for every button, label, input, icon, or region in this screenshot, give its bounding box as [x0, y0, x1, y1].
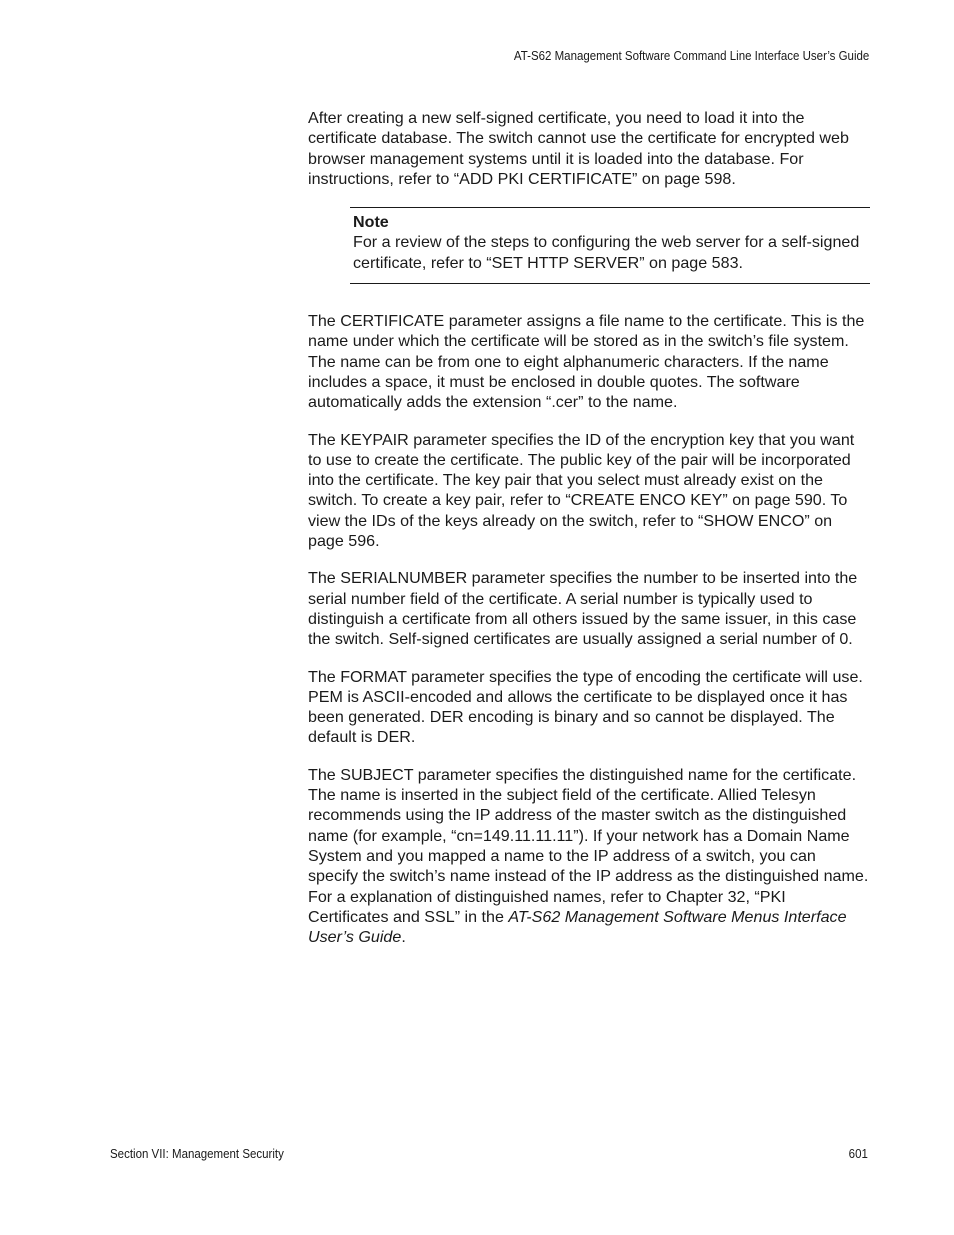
running-header: AT-S62 Management Software Command Line Interface User’s Guide: [513, 49, 869, 63]
paragraph-certificate-parameter: The CERTIFICATE parameter assigns a file name to the certificate. This is the name under which the certificate will be stored as in the switch’s file system. The name can be from one to eight alphanumeric characters. If the name includes a space, it must be enclosed in double quotes. The software automatically adds the extension “.cer” to the name.: [308, 312, 865, 412]
note-body: For a review of the steps to configuring the web server for a self-signed certificate, refer to “SET HTTP SERVER” on page 583.: [353, 233, 860, 272]
paragraph-subject-parameter: [308, 765, 870, 948]
paragraph-format-parameter: The FORMAT parameter specifies the type of encoding the certificate will use. PEM is ASCII-encoded and allows the certificate to be displayed once it has been generated. DER encoding is binary and so cannot be displayed. The default is DER.: [308, 667, 863, 747]
page-body: [308, 108, 870, 964]
subject-period: .: [401, 928, 406, 947]
paragraph-keypair-parameter: The KEYPAIR parameter specifies the ID of the encryption key that you want to use to create the certificate. The public key of the pair will be incorporated into the certificate. The key pair that you select must already exist on the switch. To create a key pair, refer to “CREATE ENCO KEY” on page 590. To view the IDs of the keys already on the switch, refer to “SHOW ENCO” on page 596.: [308, 430, 855, 551]
paragraph-serialnumber-parameter: The SERIALNUMBER parameter specifies the number to be inserted into the serial number field of the certificate. A serial number is typically used to distinguish a certificate from all others issued by the same issuer, in this case the switch. Self-signed certificates are usually assigned a serial number of 0.: [308, 569, 858, 649]
note-title: Note: [353, 213, 389, 232]
footer-section: Section VII: Management Security: [110, 1147, 284, 1161]
subject-text: The SUBJECT parameter specifies the distinguished name for the certificate. The name is inserted in the subject field of the certificate. Allied Telesyn recommends using the IP address of the master switch as the distinguished name (for example, “cn=149.11.11.11”). If your network has a Domain Name System and you mapped a name to the IP address of a switch, you can specify the switch’s name instead of the IP address as the distinguished name. For a explanation of distinguished names, refer to Chapter 32, “PKI Certificates and SSL” in the: [308, 765, 869, 926]
paragraph-load-certificate: After creating a new self-signed certificate, you need to load it into the certificate database. The switch cannot use the certificate for encrypted web browser management systems until it is loaded into the database. For instructions, refer to “ADD PKI CERTIFICATE” on page 598.: [308, 109, 849, 188]
footer-page-number: 601: [848, 1147, 868, 1161]
guide-title-italic: AT-S62 Management Software Menus Interface User’s Guide: [308, 907, 847, 947]
note-box: [350, 207, 870, 284]
